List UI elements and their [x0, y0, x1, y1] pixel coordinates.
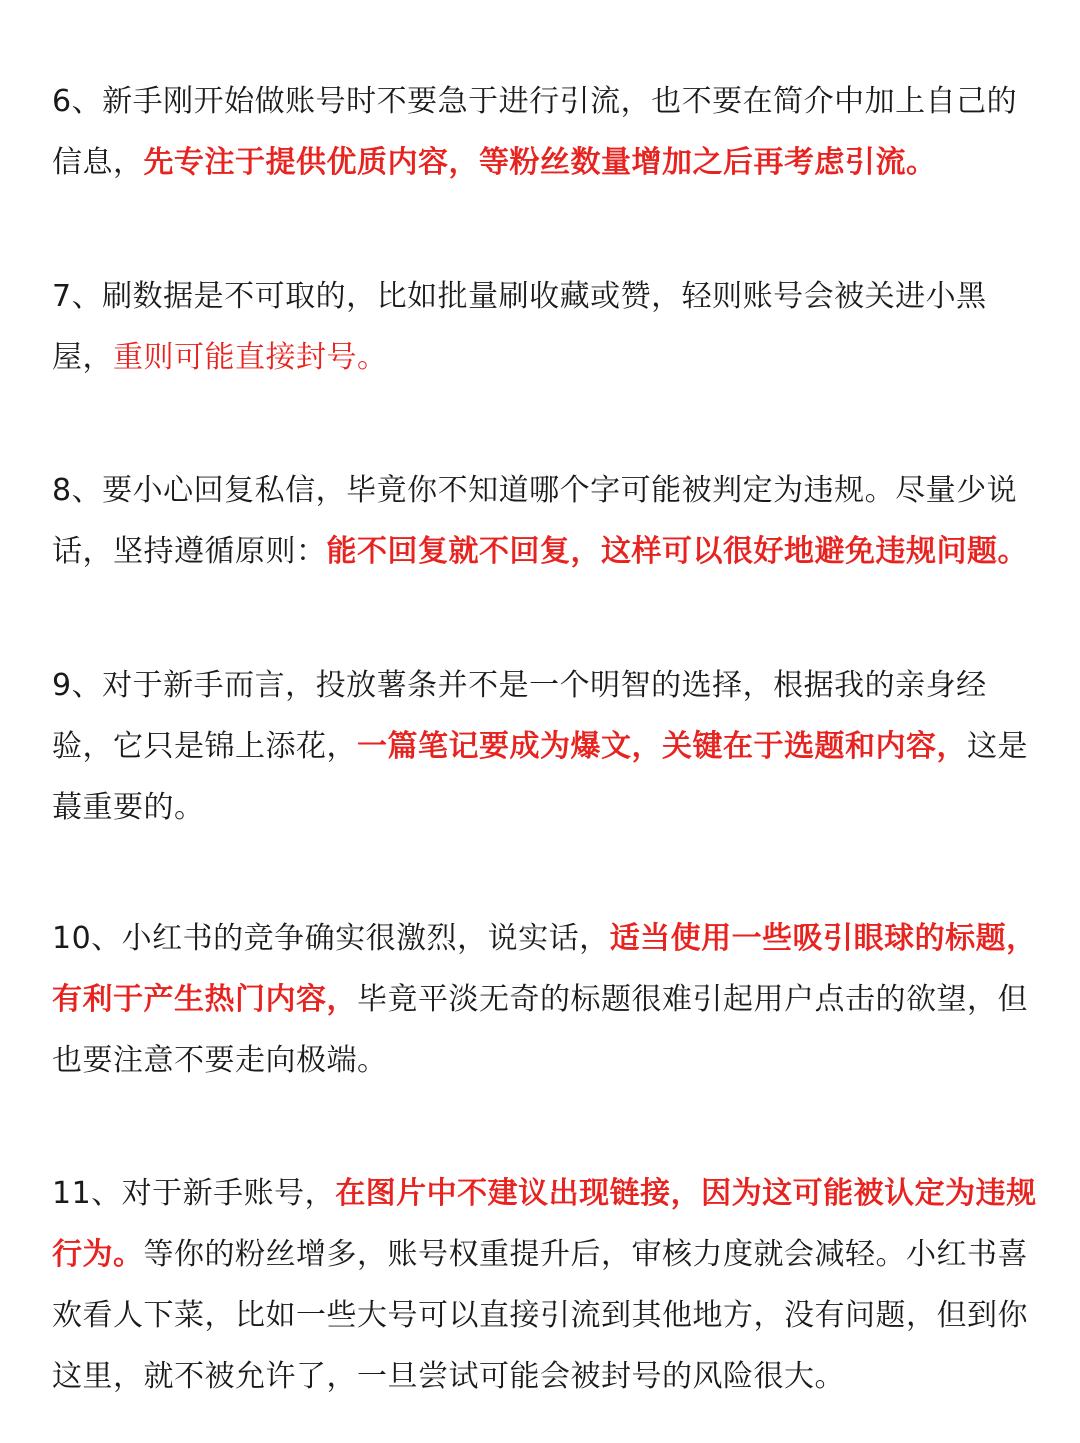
tip-8-highlight: 能不回复就不回复，这样可以很好地避免违规问题。	[326, 534, 1028, 569]
tip-11-text-end: 等你的粉丝增多，账号权重提升后，审核力度就会减轻。小红书喜欢看人下菜，比如一些大号可以直接引流到其他地方，没有问题，但到你这里，就不被允许了，一旦尝试可能会被封号的风险很大。	[52, 1237, 1028, 1394]
tip-7	[52, 266, 1037, 388]
tip-9	[52, 655, 1037, 838]
tip-11-text: 11、对于新手账号，	[52, 1176, 336, 1211]
tip-9-text: 9、对于新手而言，投放薯条并不是一个明智的选择，根据我的亲身经验，它只是锦上添花，	[52, 668, 987, 764]
tip-6-text: 6、新手刚开始做账号时不要急于进行引流，也不要在简介中加上自己的信息，	[52, 84, 1018, 180]
tip-10-text: 10、小红书的竞争确实很激烈，说实话，	[52, 921, 610, 956]
tip-11	[52, 1163, 1037, 1407]
tip-8	[52, 460, 1037, 582]
tip-6-highlight: 先专注于提供优质内容，等粉丝数量增加之后再考虑引流。	[143, 145, 937, 180]
tip-10-highlight: 适当使用一些吸引眼球的标题，有利于产生热门内容，	[52, 921, 1037, 1017]
tip-10-text-end: 毕竟平淡无奇的标题很难引起用户点击的欲望，但也要注意不要走向极端。	[52, 982, 1028, 1078]
tip-10	[52, 908, 1037, 1091]
tip-11-highlight: 在图片中不建议出现链接，因为这可能被认定为违规行为。	[52, 1176, 1037, 1272]
tip-7-highlight: 重则可能直接封号。	[113, 340, 388, 375]
tip-9-highlight: 一篇笔记要成为爆文，关键在于选题和内容，	[357, 729, 967, 764]
tip-7-text: 7、刷数据是不可取的，比如批量刷收藏或赞，轻则账号会被关进小黑屋，	[52, 279, 987, 375]
tip-9-text-end: 这是蕞重要的。	[52, 729, 1028, 825]
tip-8-text: 8、要小心回复私信，毕竟你不知道哪个字可能被判定为违规。尽量少说话，坚持遵循原则：	[52, 473, 1018, 569]
tip-6	[52, 71, 1037, 193]
